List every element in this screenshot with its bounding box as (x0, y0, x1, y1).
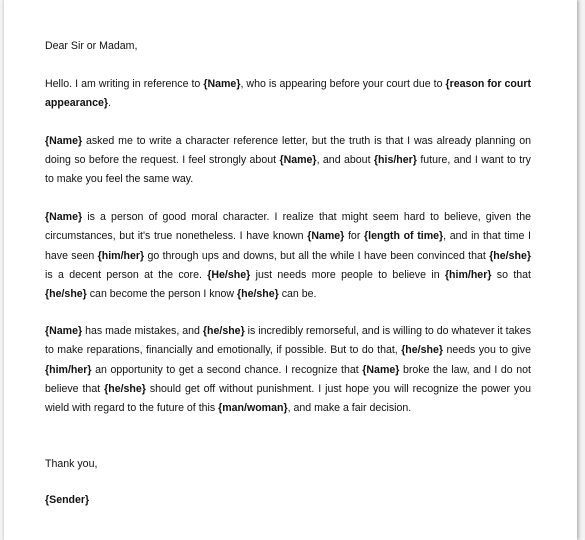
paragraph-1 (45, 75, 531, 113)
p4-text-1: has made mistakes, and (82, 325, 203, 338)
letter-body (45, 37, 531, 511)
placeholder-sender: {Sender} (45, 494, 90, 507)
salutation: Dear Sir or Madam, (45, 40, 138, 52)
p4-text-5: broke the law, and I do not believe that (45, 363, 532, 395)
p3-text-2: for (344, 230, 365, 243)
placeholder-he-she: {He/she} (207, 268, 251, 281)
placeholder-he-she: {he/she} (45, 288, 87, 301)
placeholder-name: {Name} (45, 211, 83, 224)
closing: Thank you, (45, 458, 98, 471)
p2-text-2: , and about (316, 153, 374, 166)
paragraph-2 (45, 132, 531, 190)
placeholder-him-her: {him/her} (444, 268, 492, 281)
p4-text-6: should get off without punishment. I just hope you will recognize the power you wield with regard to the future of this (45, 382, 531, 415)
placeholder-him-her: {him/her} (97, 249, 145, 262)
p3-text-7: so that (491, 268, 531, 281)
paragraph-3 (45, 208, 531, 304)
placeholder-his-her: {his/her} (373, 153, 417, 166)
placeholder-length-of-time: {length of time} (364, 230, 444, 243)
placeholder-he-she: {he/she} (489, 249, 531, 262)
p4-text-7: , and make a fair decision. (287, 402, 412, 415)
placeholder-name: {Name} (203, 78, 241, 91)
placeholder-name: {Name} (45, 325, 83, 338)
placeholder-name: {Name} (45, 134, 83, 147)
p3-text-8: can become the person I know (86, 288, 237, 301)
p3-text-5: is a decent person at the core. (45, 268, 208, 281)
placeholder-he-she: {he/she} (236, 288, 279, 301)
p3-text-6: just needs more people to believe in (250, 268, 445, 281)
p4-text-3: needs you to give (443, 344, 531, 357)
p3-text-1: is a person of good moral character. I realize that might seem hard to believe, given the circumstances, but it's true nonetheless. I have known (45, 211, 531, 243)
signature (45, 491, 531, 510)
placeholder-reason: {reason for court appearance} (45, 78, 532, 110)
placeholder-him-her: {him/her} (45, 363, 92, 376)
placeholder-he-she: {he/she} (202, 325, 245, 338)
paragraph-4 (45, 322, 531, 418)
p3-text-3: , and in that time I have seen (45, 230, 531, 262)
p2-text-1: asked me to write a character reference letter, but the truth is that I was already planning on doing so before the request. I feel strongly about (45, 134, 531, 166)
document-page (4, 0, 577, 540)
placeholder-he-she: {he/she} (104, 382, 146, 395)
p1-text-1: Hello. I am writing in reference to (45, 78, 204, 91)
p2-text-3: future, and I want to try to make you feel the same way. (45, 153, 531, 186)
placeholder-man-woman: {man/woman} (218, 402, 288, 415)
placeholder-name: {Name} (362, 363, 400, 376)
placeholder-name: {Name} (279, 153, 317, 166)
placeholder-name: {Name} (307, 230, 345, 243)
p3-text-9: can be. (278, 288, 317, 301)
p1-text-2: , who is appearing before your court due to (240, 78, 446, 91)
p1-text-3: . (108, 97, 111, 110)
p4-text-4: an opportunity to get a second chance. I recognize that (91, 363, 363, 376)
placeholder-he-she: {he/she} (401, 344, 443, 357)
p3-text-4: go through ups and downs, but all the while I have been convinced that (144, 249, 490, 262)
p4-text-2: is incredibly remorseful, and is willing to do whatever it takes to make reparations, financially and emotionally, if possible. But to do that, (45, 325, 531, 357)
